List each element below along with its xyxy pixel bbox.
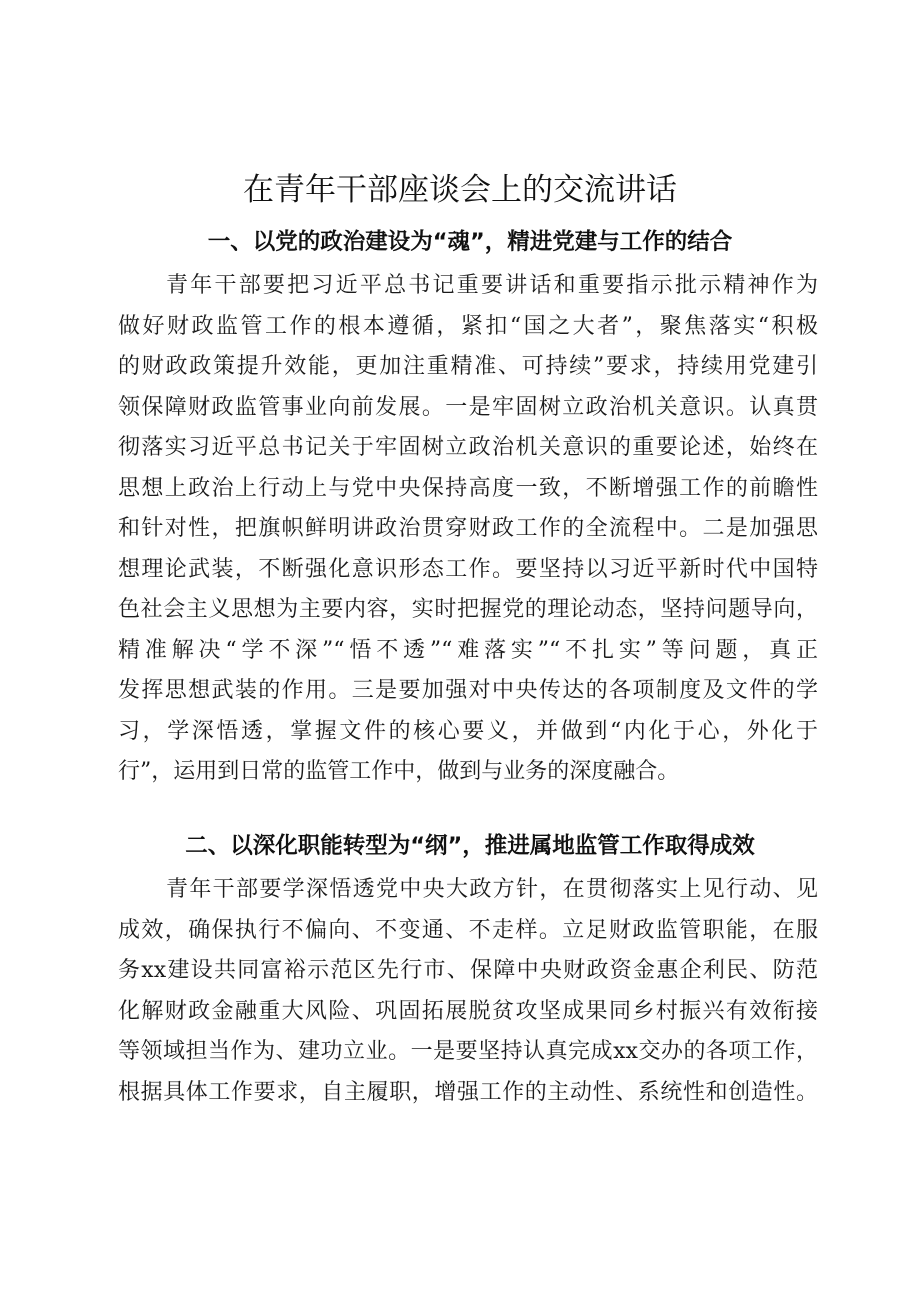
text-line: 色社会主义思想为主要内容，实时把握党的理论动态，坚持问题导向， bbox=[118, 597, 818, 622]
text-line: 做好财政监管工作的根本遵循，紧扣“国之大者”，聚焦落实“积极 bbox=[118, 313, 818, 339]
section-body-1 bbox=[118, 266, 818, 793]
section-heading-2: 二、以深化职能转型为“纲”，推进属地监管工作取得成效 bbox=[185, 833, 755, 859]
text-line: 想理论武装，不断强化意识形态工作。要坚持以习近平新时代中国特 bbox=[118, 556, 818, 582]
text-line: 行”，运用到日常的监管工作中，做到与业务的深度融合。 bbox=[118, 759, 680, 784]
text-line: 等领域担当作为、建功立业。一是要坚持认真完成xx交办的各项工作， bbox=[118, 1039, 818, 1064]
text-line: 化解财政金融重大风险、巩固拓展脱贫攻坚成果同乡村振兴有效衔接 bbox=[118, 998, 818, 1024]
text-line: 领保障财政监管事业向前发展。一是牢固树立政治机关意识。认真贯 bbox=[118, 394, 818, 420]
text-line: 青年干部要学深悟透党中央大政方针，在贯彻落实上见行动、见 bbox=[166, 877, 818, 902]
text-line: 发挥思想武装的作用。三是要加强对中央传达的各项制度及文件的学 bbox=[118, 678, 818, 703]
text-line: 思想上政治上行动上与党中央保持高度一致，不断增强工作的前瞻性 bbox=[118, 475, 818, 501]
section-heading-1: 一、以党的政治建设为“魂”，精进党建与工作的结合 bbox=[207, 229, 733, 255]
text-line: 青年干部要把习近平总书记重要讲话和重要指示批示精神作为 bbox=[166, 273, 818, 298]
text-line: 务xx建设共同富裕示范区先行市、保障中央财政资金惠企利民、防范 bbox=[118, 958, 818, 983]
text-line: 成效，确保执行不偏向、不变通、不走样。立足财政监管职能，在服 bbox=[118, 917, 818, 943]
text-line: 的财政政策提升效能，更加注重精准、可持续”要求，持续用党建引 bbox=[118, 354, 818, 379]
text-line: 习，学深悟透，掌握文件的核心要义，并做到“内化于心，外化于 bbox=[118, 718, 818, 744]
text-line: 精准解决“学不深”“悟不透”“难落实”“不扎实”等问题，真正 bbox=[118, 637, 818, 663]
text-line: 和针对性，把旗帜鲜明讲政治贯穿财政工作的全流程中。二是加强思 bbox=[118, 516, 818, 541]
text-line: 彻落实习近平总书记关于牢固树立政治机关意识的重要论述，始终在 bbox=[118, 435, 818, 460]
section-body-2 bbox=[118, 870, 818, 1113]
text-line: 根据具体工作要求，自主履职，增强工作的主动性、系统性和创造性。 bbox=[118, 1079, 818, 1105]
document-title: 在青年干部座谈会上的交流讲话 bbox=[243, 172, 677, 208]
